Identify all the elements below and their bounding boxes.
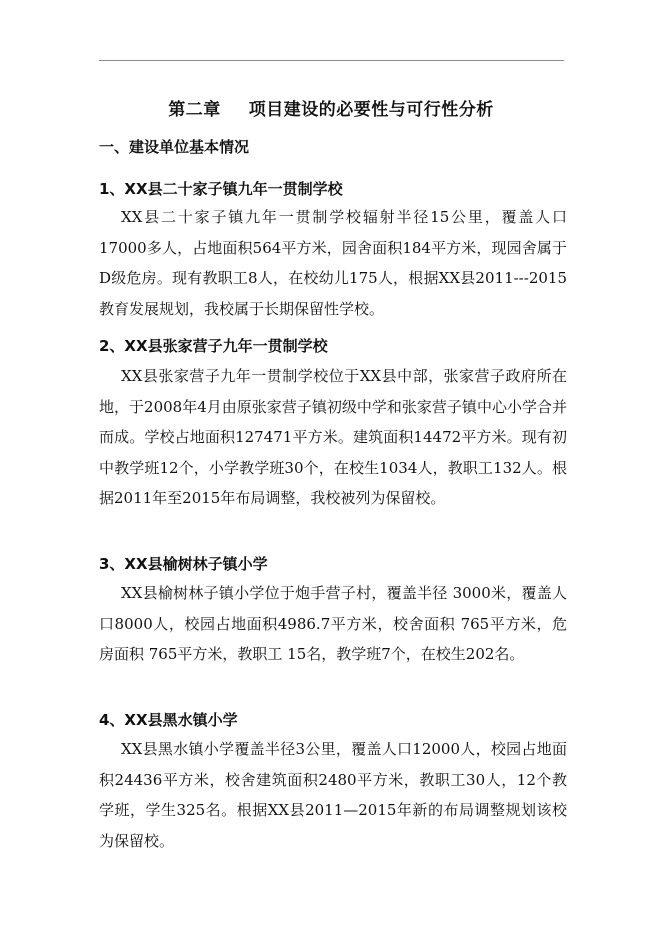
chapter-title (0, 95, 662, 120)
school-1-heading: 1、XX县二十家子镇九年一贯制学校 (99, 180, 343, 198)
school-4-heading: 4、XX县黑水镇小学 (99, 711, 238, 729)
chapter-number: 第二章 (168, 100, 221, 120)
school-1-body: XX县二十家子镇九年一贯制学校辐射半径15公里，覆盖人口17000多人，占地面积564平方米，园舍面积184平方米，现园舍属于D级危房。现有教职工8人，在校幼儿175人，根据XX县2011---2015教育发展规划，我校属于长期保留性学校。 (99, 208, 567, 318)
school-4-body: XX县黑水镇小学覆盖半径3公里，覆盖人口12000人，校园占地面积24436平方米，校舍建筑面积2480平方米，教职工30人，12个教学班，学生325名。根据XX县2011—2015年新的布局调整规划该校为保留校。 (99, 740, 567, 850)
school-3-body: XX县榆树林子镇小学位于炮手营子村，覆盖半径 3000米，覆盖人口8000人，校园占地面积4986.7平方米，校舍面积 765平方米，危房面积 765平方米，教职工 15名，教学班7个，在校生202名。 (99, 584, 567, 663)
chapter-name: 项目建设的必要性与可行性分析 (248, 100, 494, 120)
school-2-body: XX县张家营子九年一贯制学校位于XX县中部，张家营子政府所在地，于2008年4月由原张家营子镇初级中学和张家营子镇中心小学合并而成。学校占地面积127471平方米。建筑面积14472平方米。现有初中教学班12个，小学教学班30个，在校生1034人，教职工132人。根据2011年至2015年布局调整，我校被列为保留校。 (99, 367, 567, 507)
header-rule (99, 60, 564, 61)
section-heading: 一、建设单位基本情况 (99, 138, 250, 156)
school-3-heading: 3、XX县榆树林子镇小学 (99, 555, 268, 573)
school-2-heading: 2、XX县张家营子九年一贯制学校 (99, 337, 328, 355)
